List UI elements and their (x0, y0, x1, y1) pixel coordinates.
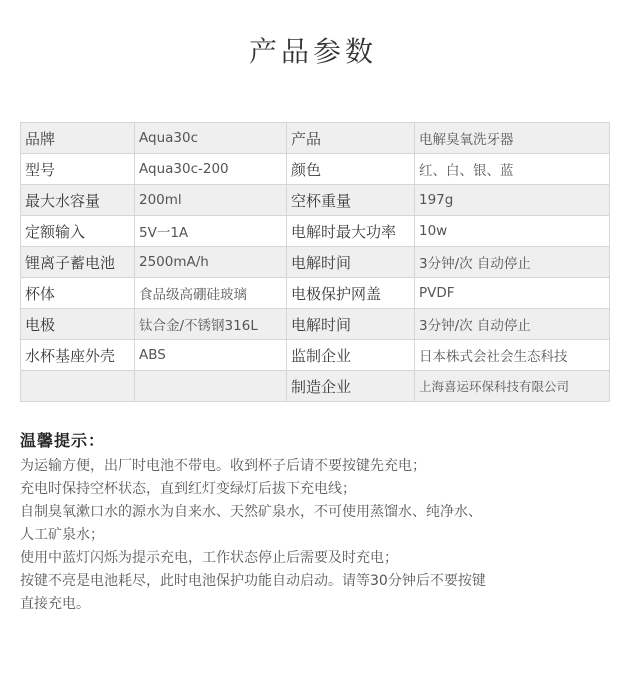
spec-label: 型号 (21, 154, 135, 185)
spec-value: Aqua30c (135, 123, 287, 154)
spec-row (21, 123, 610, 154)
tip-line: 直接充电。 (20, 596, 90, 612)
spec-row (21, 216, 610, 247)
spec-label: 制造企业 (287, 371, 415, 402)
spec-label: 电解时间 (287, 309, 415, 340)
tips-heading: 温馨提示： (20, 431, 106, 450)
spec-label (21, 371, 135, 402)
spec-value: 10w (415, 216, 610, 247)
spec-row (21, 185, 610, 216)
spec-value: 红、白、银、蓝 (415, 154, 610, 185)
spec-value: 5V一1A (135, 216, 287, 247)
spec-value: 食品级高硼硅玻璃 (135, 278, 287, 309)
spec-label: 电极 (21, 309, 135, 340)
spec-row (21, 278, 610, 309)
tip-line: 使用中蓝灯闪烁为提示充电，工作状态停止后需要及时充电； (20, 550, 398, 566)
spec-value: 日本株式会社会生态科技 (415, 340, 610, 371)
spec-value: 3分钟/次 自动停止 (415, 309, 610, 340)
spec-value: ABS (135, 340, 287, 371)
spec-label: 水杯基座外壳 (21, 340, 135, 371)
spec-value (135, 371, 287, 402)
spec-value: 2500mA/h (135, 247, 287, 278)
spec-label: 品牌 (21, 123, 135, 154)
spec-table (20, 122, 610, 402)
spec-label: 空杯重量 (287, 185, 415, 216)
spec-value: 197g (415, 185, 610, 216)
spec-value: 200ml (135, 185, 287, 216)
spec-value: 上海喜运环保科技有限公司 (415, 371, 610, 402)
spec-value: PVDF (415, 278, 610, 309)
spec-label: 电解时最大功率 (287, 216, 415, 247)
spec-value: 电解臭氧洗牙器 (415, 123, 610, 154)
spec-label: 产品 (287, 123, 415, 154)
spec-row (21, 309, 610, 340)
tip-line: 自制臭氧漱口水的源水为自来水、天然矿泉水，不可使用蒸馏水、纯净水、 (20, 504, 482, 520)
spec-row (21, 371, 610, 402)
spec-value: 钛合金/不锈钢316L (135, 309, 287, 340)
spec-row (21, 340, 610, 371)
page-title: 产品参数 (248, 35, 377, 68)
spec-label: 电解时间 (287, 247, 415, 278)
tip-line: 为运输方便，出厂时电池不带电。收到杯子后请不要按键先充电； (20, 458, 426, 474)
spec-label: 最大水容量 (21, 185, 135, 216)
spec-label: 锂离子蓄电池 (21, 247, 135, 278)
tips-body (20, 455, 610, 616)
tip-line: 人工矿泉水； (20, 527, 104, 543)
spec-value: 3分钟/次 自动停止 (415, 247, 610, 278)
tip-line: 按键不亮是电池耗尽，此时电池保护功能自动启动。请等30分钟后不要按键 (20, 573, 486, 589)
spec-label: 杯体 (21, 278, 135, 309)
spec-label: 颜色 (287, 154, 415, 185)
spec-row (21, 247, 610, 278)
spec-label: 电极保护网盖 (287, 278, 415, 309)
spec-row (21, 154, 610, 185)
spec-label: 定额输入 (21, 216, 135, 247)
tip-line: 充电时保持空杯状态，直到红灯变绿灯后拔下充电线； (20, 481, 356, 497)
spec-value: Aqua30c-200 (135, 154, 287, 185)
spec-label: 监制企业 (287, 340, 415, 371)
